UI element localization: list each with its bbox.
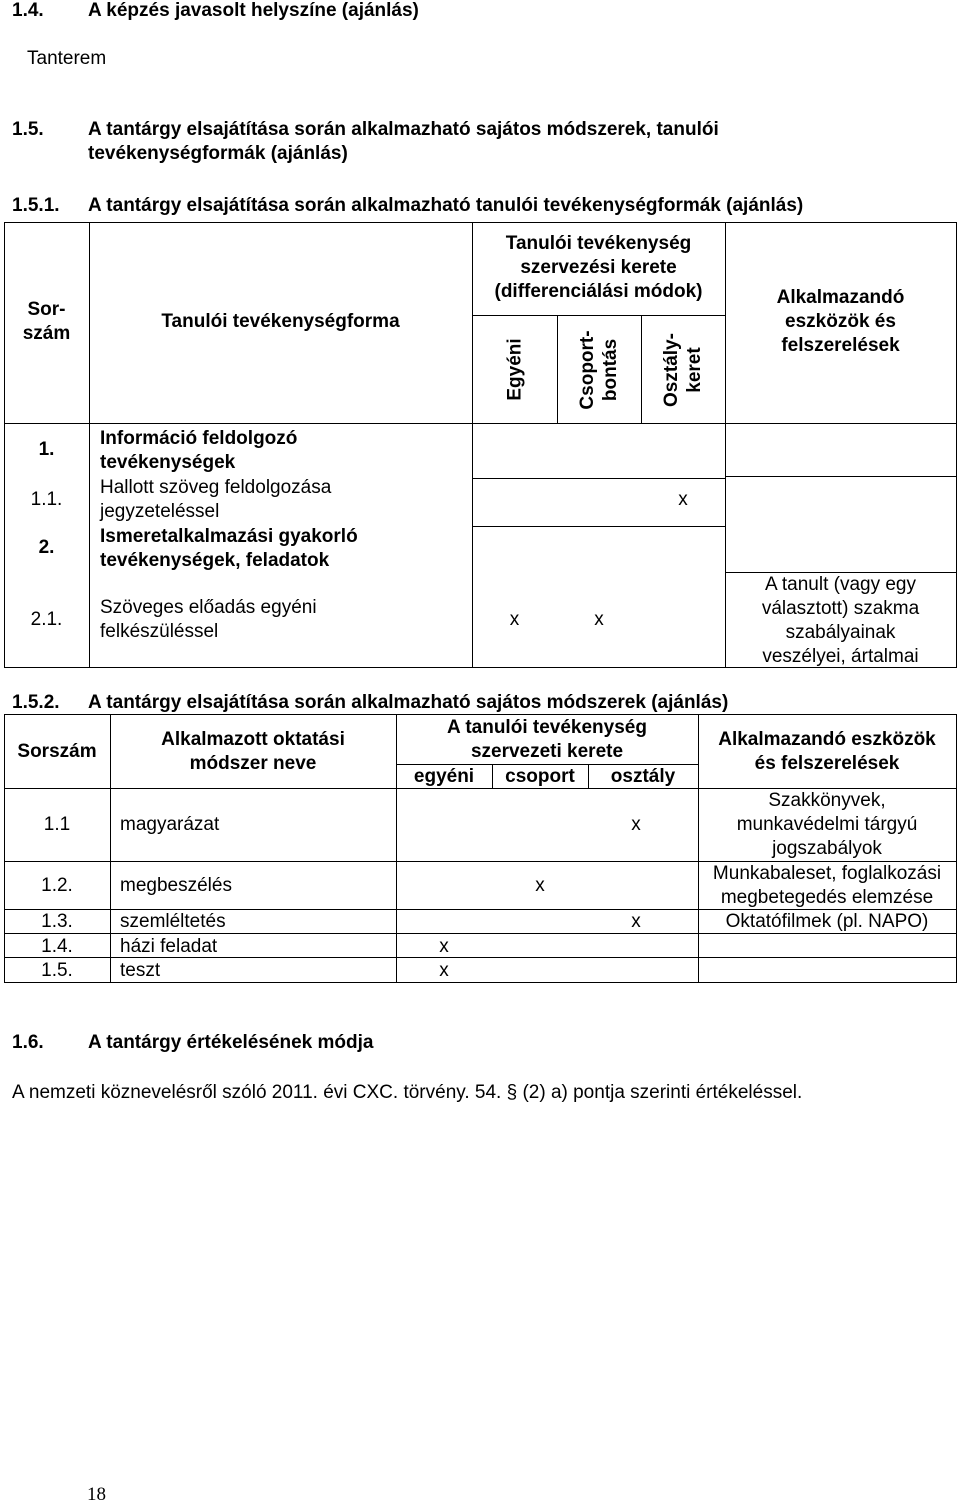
page-number: 18 (87, 1484, 106, 1505)
section-1-5-title-line2: tevékenységformák (ajánlás) (88, 143, 348, 164)
col-tools-header-2: és felszerelések (754, 753, 900, 774)
table-row-num: 1.4. (41, 936, 73, 957)
table-row-num: 1.3. (41, 911, 73, 932)
col-group-header: csoport (505, 766, 575, 787)
section-1-6-title: A tantárgy értékelésének módja (88, 1032, 374, 1053)
table-row-tools-line3: jogszabályok (772, 838, 882, 859)
col-framework-header-3: (differenciálási módok) (494, 281, 703, 302)
table-row-method: házi feladat (120, 936, 218, 957)
col-activity-form-header: Tanulói tevékenységforma (161, 311, 400, 332)
table-row-num: 1.5. (41, 960, 73, 981)
table-row-num: 1. (38, 439, 55, 460)
table-row-method: megbeszélés (120, 875, 232, 896)
table-row-tools-line2: munkavédelmi tárgyú (736, 814, 918, 835)
table-row-tools-line1: Munkabaleset, foglalkozási (712, 863, 942, 884)
table-row-tools-line2: megbetegedés elemzése (720, 887, 934, 908)
table-row-activity-line1: Ismeretalkalmazási gyakorló (100, 526, 358, 547)
section-1-4-number: 1.4. (12, 0, 44, 21)
col-framework-header-2: szervezési kerete (520, 257, 677, 278)
table-row-class-mark: x (631, 814, 641, 835)
table-row-class-mark: x (631, 911, 641, 932)
col-class-header-2: keret (684, 347, 705, 393)
table-row-tools-line1: A tanult (vagy egy (764, 574, 917, 595)
section-1-6-text: A nemzeti köznevelésről szóló 2011. évi CXC. törvény. 54. § (2) a) pontja szerinti értékeléssel. (12, 1082, 803, 1103)
table-row-num: 1.1. (30, 489, 63, 510)
table-row-num: 2. (38, 537, 55, 558)
table-row-tools-line3: szabályainak (785, 622, 896, 643)
table-row-method: szemléltetés (120, 911, 226, 932)
col-framework-header-1: Tanulói tevékenység (505, 233, 692, 254)
table-row-activity-line2: jegyzeteléssel (100, 501, 220, 522)
section-1-6-number: 1.6. (12, 1032, 44, 1053)
table-row-activity-line1: Szöveges előadás egyéni (100, 597, 317, 618)
col-class-header-1: Osztály- (661, 333, 682, 407)
col-framework-header-2: szervezeti kerete (470, 741, 624, 762)
table-row-group-mark: x (594, 609, 604, 630)
table-row-num: 1.2. (41, 875, 73, 896)
table-row-group-mark: x (535, 875, 545, 896)
col-group-header-2: bontás (600, 338, 621, 402)
table-row-activity-line1: Hallott szöveg feldolgozása (100, 477, 332, 498)
section-1-4-title: A képzés javasolt helyszíne (ajánlás) (88, 0, 419, 21)
table-row-activity-line2: tevékenységek, feladatok (100, 550, 330, 571)
col-tools-header-1: Alkalmazandó eszközök (718, 729, 936, 750)
table-row-activity-line2: felkészüléssel (100, 621, 219, 642)
col-group-header (576, 325, 622, 415)
col-sorszam-header: Sorszám (17, 741, 97, 762)
table-row-tools-line2: választott) szakma (761, 598, 920, 619)
table-row-num: 1.1 (43, 814, 71, 835)
col-sorszam-header-2: szám (22, 323, 71, 344)
table-row-tools-line1: Oktatófilmek (pl. NAPO) (725, 911, 929, 932)
table-row-num: 2.1. (30, 609, 63, 630)
table-row-method: magyarázat (120, 814, 220, 835)
table-row-individual-mark: x (439, 936, 449, 957)
table-row-activity-line2: tevékenységek (100, 452, 236, 473)
col-method-header-2: módszer neve (189, 753, 317, 774)
table-row-individual-mark: x (509, 609, 520, 630)
section-1-5-title-line1: A tantárgy elsajátítása során alkalmazható sajátos módszerek, tanulói (88, 119, 719, 140)
col-sorszam-header-1: Sor- (27, 299, 66, 320)
col-method-header-1: Alkalmazott oktatási (161, 729, 345, 750)
table-row-activity-line1: Információ feldolgozó (100, 428, 298, 449)
col-tools-header-3: felszerelések (781, 335, 900, 356)
col-individual-header: Egyéni (504, 338, 526, 401)
table-row-tools-line1: Szakkönyvek, (768, 790, 886, 811)
section-1-4-text: Tanterem (27, 48, 107, 69)
section-1-5-number: 1.5. (12, 119, 44, 140)
section-1-5-2-title: A tantárgy elsajátítása során alkalmazható sajátos módszerek (ajánlás) (88, 692, 729, 713)
col-class-header: osztály (610, 766, 676, 787)
table-row-individual-mark: x (439, 960, 449, 981)
section-1-5-1-title: A tantárgy elsajátítása során alkalmazható tanulói tevékenységformák (ajánlás) (88, 195, 804, 216)
col-tools-header-1: Alkalmazandó (776, 287, 905, 308)
col-tools-header-2: eszközök és (785, 311, 896, 332)
col-framework-header-1: A tanulói tevékenység (447, 717, 647, 738)
table-row-tools-line4: veszélyei, ártalmai (762, 646, 919, 667)
table-row-method: teszt (120, 960, 161, 981)
col-class-header (660, 325, 706, 415)
section-1-5-1-number: 1.5.1. (12, 195, 60, 216)
col-individual-header: egyéni (413, 766, 475, 787)
section-1-5-2-number: 1.5.2. (12, 692, 60, 713)
table-row-class-mark: x (678, 489, 688, 510)
col-group-header-1: Csoport- (577, 330, 598, 410)
